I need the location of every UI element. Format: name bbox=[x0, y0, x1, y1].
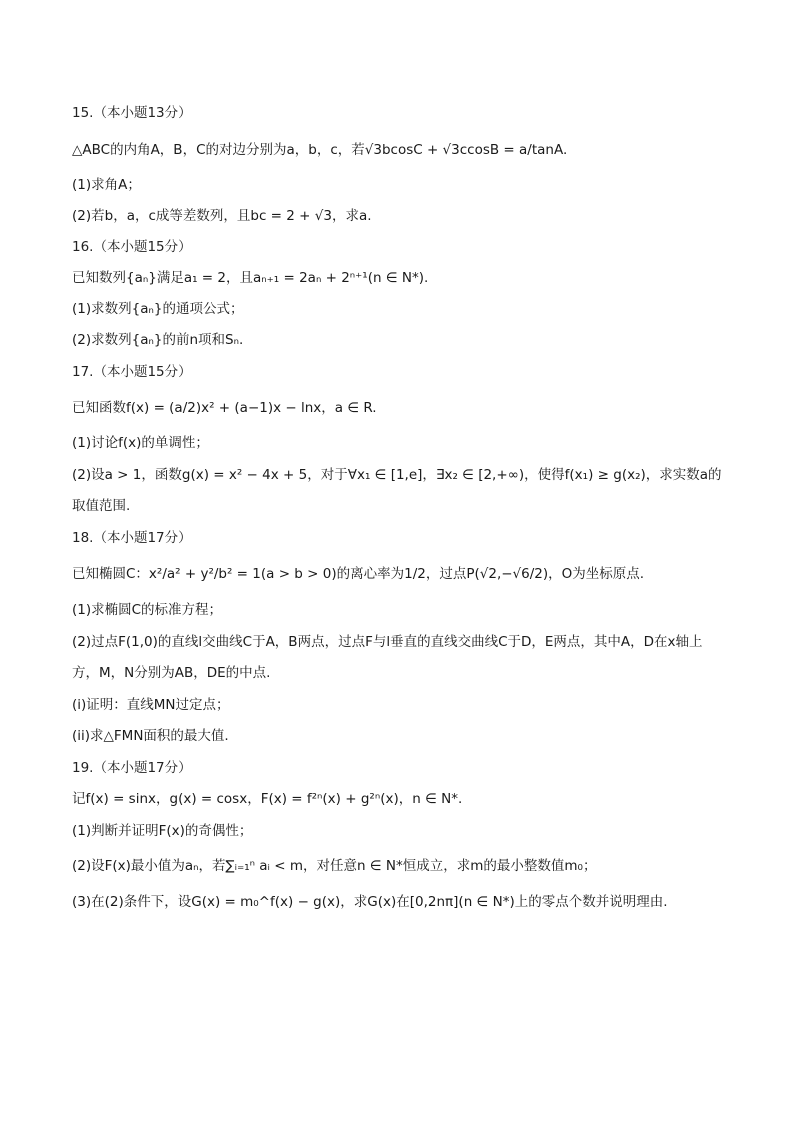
problem-15-part-2: (2)若b，a，c成等差数列，且bc = 2 + √3，求a. bbox=[72, 208, 372, 224]
problem-17-part-1: (1)讨论f(x)的单调性； bbox=[72, 435, 209, 451]
problem-16-part-2: (2)求数列{aₙ}的前n项和Sₙ. bbox=[72, 332, 244, 348]
problem-17-statement: 已知函数f(x) = (a/2)x² + (a−1)x − lnx，a ∈ R. bbox=[72, 400, 377, 416]
problem-15-header: 15.（本小题13分） bbox=[72, 105, 192, 121]
problem-18-part-1: (1)求椭圆C的标准方程； bbox=[72, 602, 223, 618]
problem-16-part-1: (1)求数列{aₙ}的通项公式； bbox=[72, 301, 244, 317]
problem-18-part-2-i: (i)证明：直线MN过定点； bbox=[72, 697, 230, 713]
problem-19-part-1: (1)判断并证明F(x)的奇偶性； bbox=[72, 823, 253, 839]
problem-18-part-2: (2)过点F(1,0)的直线l交曲线C于A，B两点，过点F与l垂直的直线交曲线C于D，E两点，其中A，D在x轴上 bbox=[72, 634, 703, 650]
problem-17-header: 17.（本小题15分） bbox=[72, 364, 192, 380]
problem-18-part-2-ii: (ii)求△FMN面积的最大值. bbox=[72, 728, 229, 744]
problem-18-part-2-cont: 方，M，N分别为AB，DE的中点. bbox=[72, 665, 271, 681]
problem-16-header: 16.（本小题15分） bbox=[72, 239, 192, 255]
problem-19-part-3: (3)在(2)条件下，设G(x) = m₀^f(x) − g(x)，求G(x)在[0,2nπ](n ∈ N*)上的零点个数并说明理由. bbox=[72, 894, 668, 910]
problem-19-statement: 记f(x) = sinx，g(x) = cosx，F(x) = f²ⁿ(x) + g²ⁿ(x)，n ∈ N*. bbox=[72, 791, 463, 807]
problem-18-statement: 已知椭圆C：x²/a² + y²/b² = 1(a > b > 0)的离心率为1/2，过点P(√2,−√6/2)，O为坐标原点. bbox=[72, 566, 645, 582]
problem-15-statement: △ABC的内角A，B，C的对边分别为a，b，c，若√3bcosC + √3ccosB = a/tanA. bbox=[72, 142, 568, 158]
problem-19-part-2: (2)设F(x)最小值为aₙ，若∑ᵢ₌₁ⁿ aᵢ < m，对任意n ∈ N*恒成立，求m的最小整数值m₀； bbox=[72, 858, 597, 874]
problem-17-part-2-cont: 取值范围. bbox=[72, 498, 131, 514]
problem-17-part-2: (2)设a > 1，函数g(x) = x² − 4x + 5，对于∀x₁ ∈ [1,e]，∃x₂ ∈ [2,+∞)，使得f(x₁) ≥ g(x₂)，求实数a的 bbox=[72, 467, 722, 483]
problem-15-part-1: (1)求角A； bbox=[72, 177, 141, 193]
problem-16-statement: 已知数列{aₙ}满足a₁ = 2，且aₙ₊₁ = 2aₙ + 2ⁿ⁺¹(n ∈ N*). bbox=[72, 270, 429, 286]
problem-18-header: 18.（本小题17分） bbox=[72, 530, 192, 546]
problem-19-header: 19.（本小题17分） bbox=[72, 760, 192, 776]
